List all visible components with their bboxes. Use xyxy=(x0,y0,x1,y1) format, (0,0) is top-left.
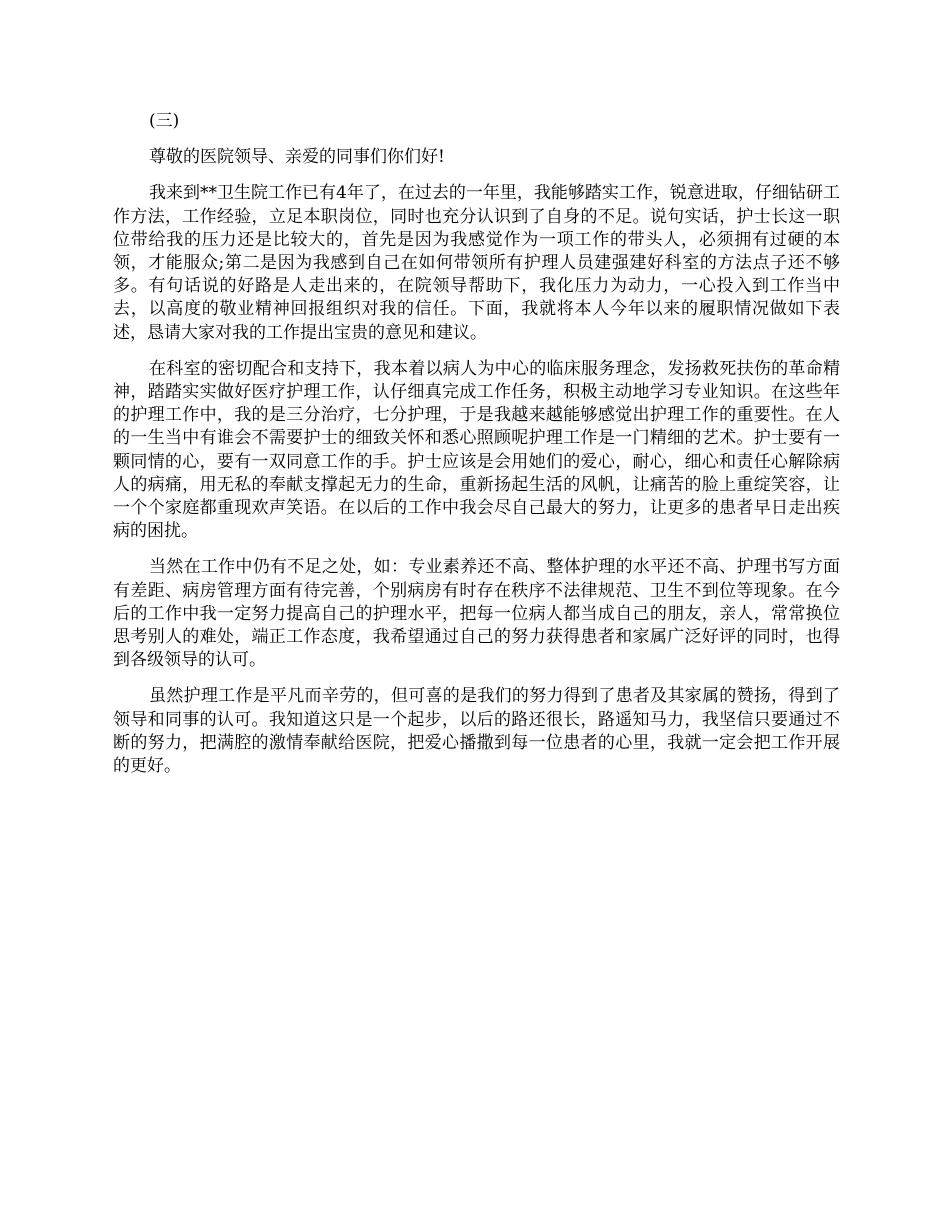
document-body xyxy=(113,110,840,791)
section-label: (三) xyxy=(149,111,180,131)
greeting: 尊敬的医院领导、亲爱的同事们你们好! xyxy=(149,147,445,168)
paragraph-work: 在科室的密切配合和支持下，我本着以病人为中心的临床服务理念，发扬救死扶伤的革命精神，踏踏实实做好医疗护理工作，认仔细真完成工作任务，积极主动地学习专业知识。在这些年的护理工作中，我的是三分治疗，七分护理，于是我越来越能够感觉出护理工作的重要性。在人的一生当中有谁会不需要护士的细致关怀和悉心照顾呢护理工作是一门精细的艺术。护士要有一颗同情的心，要有一双同意工作的手。护士应该是会用她们的爱心，耐心，细心和责任心解除病人的病痛，用无私的奉献支撑起无力的生命，重新扬起生活的风帆，让痛苦的脸上重绽笑容，让一个个家庭都重现欢声笑语。在以后的工作中我会尽自己最大的努力，让更多的患者早日走出疾病的困扰。 xyxy=(113,358,840,542)
paragraph-intro: 我来到**卫生院工作已有4年了，在过去的一年里，我能够踏实工作，锐意进取，仔细钻研工作方法，工作经验，立足本职岗位，同时也充分认识到了自身的不足。说句实话，护士长这一职位带给我的压力还是比较大的，首先是因为我感觉作为一项工作的带头人，必须拥有过硬的本领，才能服众;第二是因为我感到自己在如何带领所有护理人员建强建好科室的方法点子还不够多。有句话说的好路是人走出来的，在院领导帮助下，我化压力为动力，一心投入到工作当中去，以高度的敬业精神回报组织对我的信任。下面，我就将本人今年以来的履职情况做如下表述，恳请大家对我的工作提出宝贵的意见和建议。 xyxy=(113,183,840,343)
paragraph-shortcomings: 当然在工作中仍有不足之处，如：专业素养还不高、整体护理的水平还不高、护理书写方面有差距、病房管理方面有待完善，个别病房有时存在秩序不法律规范、卫生不到位等现象。在今后的工作中我一定努力提高自己的护理水平，把每一位病人都当成自己的朋友，亲人，常常换位思考别人的难处，端正工作态度，我希望通过自己的努力获得患者和家属广泛好评的同时，也得到各级领导的认可。 xyxy=(113,557,840,671)
paragraph-conclusion: 虽然护理工作是平凡而辛劳的，但可喜的是我们的努力得到了患者及其家属的赞扬，得到了领导和同事的认可。我知道这只是一个起步，以后的路还很长，路遥知马力，我坚信只要通过不断的努力，把满腔的激情奉献给医院，把爱心播撒到每一位患者的心里，我就一定会把工作开展的更好。 xyxy=(113,686,840,777)
